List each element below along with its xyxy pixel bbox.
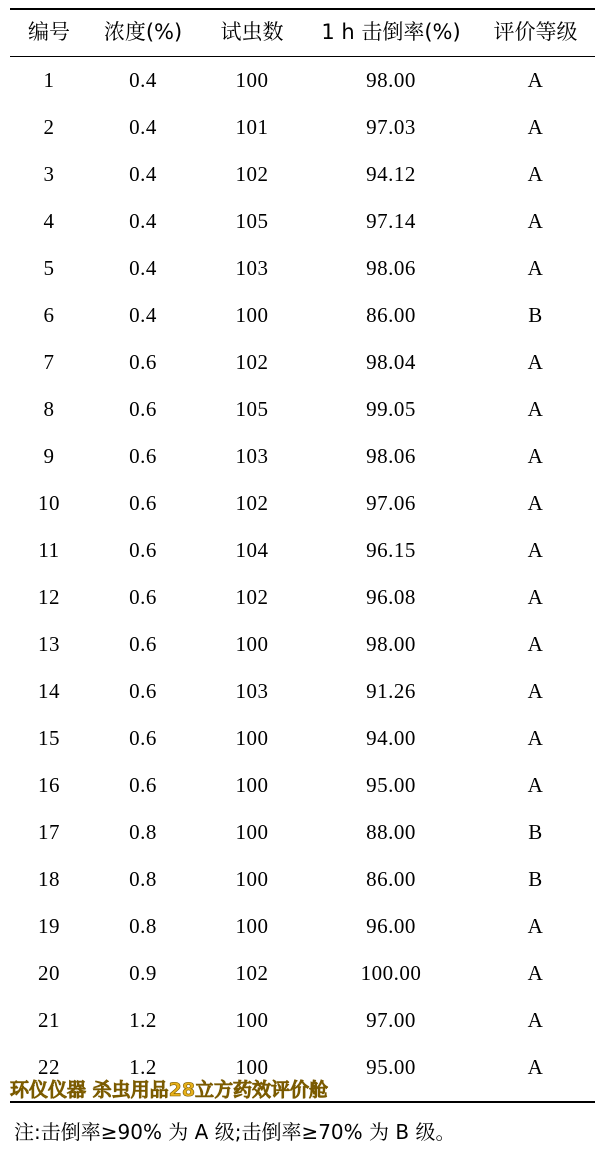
cell-id: 20 xyxy=(38,961,60,985)
cell-grade: A xyxy=(527,162,544,186)
cell-concentration: 0.4 xyxy=(129,209,157,233)
cell-insect-count: 100 xyxy=(235,68,269,92)
cell-concentration: 0.4 xyxy=(129,256,157,280)
cell-knockdown-rate: 98.06 xyxy=(366,444,416,468)
table-row xyxy=(10,856,595,903)
table-row xyxy=(10,480,595,527)
cell-grade: A xyxy=(527,1008,544,1032)
cell-insect-count: 100 xyxy=(235,914,269,938)
table-row xyxy=(10,950,595,997)
cell-concentration: 0.4 xyxy=(129,68,157,92)
cell-insect-count: 100 xyxy=(235,867,269,891)
cell-knockdown-rate: 94.12 xyxy=(366,162,416,186)
table-row xyxy=(10,527,595,574)
table-row xyxy=(10,997,595,1044)
cell-insect-count: 105 xyxy=(235,209,269,233)
cell-grade: B xyxy=(528,867,543,891)
cell-knockdown-rate: 96.15 xyxy=(366,538,416,562)
cell-concentration: 0.6 xyxy=(129,585,157,609)
cell-id: 8 xyxy=(43,397,55,421)
cell-id: 17 xyxy=(38,820,60,844)
cell-id: 15 xyxy=(38,726,60,750)
table-row xyxy=(10,715,595,762)
table-row xyxy=(10,903,595,950)
table-row xyxy=(10,809,595,856)
cell-insect-count: 100 xyxy=(235,726,269,750)
cell-id: 14 xyxy=(38,679,60,703)
cell-insect-count: 100 xyxy=(235,773,269,797)
cell-knockdown-rate: 97.00 xyxy=(366,1008,416,1032)
cell-knockdown-rate: 100.00 xyxy=(360,961,422,985)
watermark-text: 环仪仪器 杀虫用品28立方药效评价舱 xyxy=(10,1079,329,1101)
cell-knockdown-rate: 97.14 xyxy=(366,209,416,233)
cell-knockdown-rate: 86.00 xyxy=(366,303,416,327)
cell-insect-count: 103 xyxy=(235,256,269,280)
table-body xyxy=(10,57,595,1089)
table-row xyxy=(10,386,595,433)
cell-concentration: 0.6 xyxy=(129,397,157,421)
cell-knockdown-rate: 96.00 xyxy=(366,914,416,938)
cell-id: 22 xyxy=(38,1055,60,1079)
table-row xyxy=(10,668,595,715)
cell-concentration: 0.9 xyxy=(129,961,157,985)
cell-id: 10 xyxy=(38,491,60,515)
cell-knockdown-rate: 99.05 xyxy=(366,397,416,421)
column-header-knockdown-rate: 1 h 击倒率(%) xyxy=(321,20,461,44)
cell-grade: A xyxy=(527,914,544,938)
cell-insect-count: 101 xyxy=(235,115,269,139)
cell-grade: A xyxy=(527,632,544,656)
cell-grade: A xyxy=(527,209,544,233)
cell-id: 21 xyxy=(38,1008,60,1032)
cell-id: 16 xyxy=(38,773,60,797)
efficacy-table xyxy=(10,8,595,1088)
cell-knockdown-rate: 95.00 xyxy=(366,1055,416,1079)
cell-grade: B xyxy=(528,303,543,327)
table-header-row xyxy=(10,9,595,57)
cell-id: 2 xyxy=(43,115,55,139)
table-row xyxy=(10,245,595,292)
cell-id: 13 xyxy=(38,632,60,656)
cell-concentration: 0.4 xyxy=(129,115,157,139)
column-header-concentration: 浓度(%) xyxy=(103,20,183,44)
cell-insect-count: 103 xyxy=(235,444,269,468)
cell-grade: B xyxy=(528,820,543,844)
cell-knockdown-rate: 86.00 xyxy=(366,867,416,891)
cell-id: 11 xyxy=(38,538,60,562)
cell-insect-count: 102 xyxy=(235,961,269,985)
table-row xyxy=(10,57,595,105)
cell-concentration: 0.8 xyxy=(129,914,157,938)
cell-knockdown-rate: 91.26 xyxy=(366,679,416,703)
cell-grade: A xyxy=(527,444,544,468)
cell-insect-count: 100 xyxy=(235,1055,269,1079)
cell-knockdown-rate: 95.00 xyxy=(366,773,416,797)
cell-knockdown-rate: 94.00 xyxy=(366,726,416,750)
table-row xyxy=(10,104,595,151)
table-header xyxy=(10,9,595,57)
cell-insect-count: 105 xyxy=(235,397,269,421)
cell-concentration: 0.6 xyxy=(129,350,157,374)
column-header-insect-count: 试虫数 xyxy=(220,20,284,44)
cell-knockdown-rate: 88.00 xyxy=(366,820,416,844)
table-row xyxy=(10,339,595,386)
cell-knockdown-rate: 97.06 xyxy=(366,491,416,515)
cell-insect-count: 104 xyxy=(235,538,269,562)
cell-insect-count: 102 xyxy=(235,585,269,609)
cell-grade: A xyxy=(527,679,544,703)
cell-insect-count: 100 xyxy=(235,1008,269,1032)
cell-grade: A xyxy=(527,397,544,421)
cell-concentration: 0.6 xyxy=(129,773,157,797)
table-row xyxy=(10,574,595,621)
cell-grade: A xyxy=(527,115,544,139)
cell-concentration: 0.6 xyxy=(129,538,157,562)
cell-grade: A xyxy=(527,68,544,92)
cell-concentration: 0.6 xyxy=(129,726,157,750)
cell-knockdown-rate: 98.04 xyxy=(366,350,416,374)
cell-concentration: 0.8 xyxy=(129,820,157,844)
cell-grade: A xyxy=(527,350,544,374)
cell-id: 19 xyxy=(38,914,60,938)
cell-id: 18 xyxy=(38,867,60,891)
column-header-grade: 评价等级 xyxy=(493,20,578,44)
cell-id: 4 xyxy=(43,209,55,233)
cell-concentration: 1.2 xyxy=(129,1008,157,1032)
cell-knockdown-rate: 98.00 xyxy=(366,632,416,656)
cell-knockdown-rate: 98.00 xyxy=(366,68,416,92)
column-header-id: 编号 xyxy=(28,20,70,44)
cell-knockdown-rate: 98.06 xyxy=(366,256,416,280)
cell-id: 6 xyxy=(43,303,55,327)
cell-insect-count: 100 xyxy=(235,632,269,656)
cell-knockdown-rate: 97.03 xyxy=(366,115,416,139)
cell-insect-count: 102 xyxy=(235,350,269,374)
cell-insect-count: 102 xyxy=(235,162,269,186)
cell-concentration: 0.6 xyxy=(129,444,157,468)
cell-concentration: 0.6 xyxy=(129,679,157,703)
cell-grade: A xyxy=(527,256,544,280)
cell-grade: A xyxy=(527,773,544,797)
cell-grade: A xyxy=(527,961,544,985)
cell-id: 12 xyxy=(38,585,60,609)
cell-grade: A xyxy=(527,726,544,750)
cell-concentration: 0.6 xyxy=(129,632,157,656)
table-row xyxy=(10,762,595,809)
table-row xyxy=(10,151,595,198)
cell-id: 1 xyxy=(43,68,55,92)
cell-id: 9 xyxy=(43,444,55,468)
cell-knockdown-rate: 96.08 xyxy=(366,585,416,609)
table-row xyxy=(10,621,595,668)
cell-id: 5 xyxy=(43,256,55,280)
table-row xyxy=(10,198,595,245)
cell-grade: A xyxy=(527,585,544,609)
cell-id: 3 xyxy=(43,162,55,186)
table-note: 注:击倒率≥90% 为 A 级;击倒率≥70% 为 B 级。 xyxy=(14,1120,456,1144)
cell-concentration: 0.8 xyxy=(129,867,157,891)
cell-insect-count: 100 xyxy=(235,303,269,327)
cell-grade: A xyxy=(527,491,544,515)
cell-insect-count: 100 xyxy=(235,820,269,844)
cell-concentration: 0.4 xyxy=(129,303,157,327)
cell-grade: A xyxy=(527,1055,544,1079)
cell-concentration: 1.2 xyxy=(129,1055,157,1079)
table-row xyxy=(10,292,595,339)
cell-insect-count: 102 xyxy=(235,491,269,515)
cell-concentration: 0.4 xyxy=(129,162,157,186)
cell-concentration: 0.6 xyxy=(129,491,157,515)
cell-id: 7 xyxy=(43,350,55,374)
cell-insect-count: 103 xyxy=(235,679,269,703)
table-row xyxy=(10,433,595,480)
cell-grade: A xyxy=(527,538,544,562)
document-page xyxy=(0,8,605,1159)
